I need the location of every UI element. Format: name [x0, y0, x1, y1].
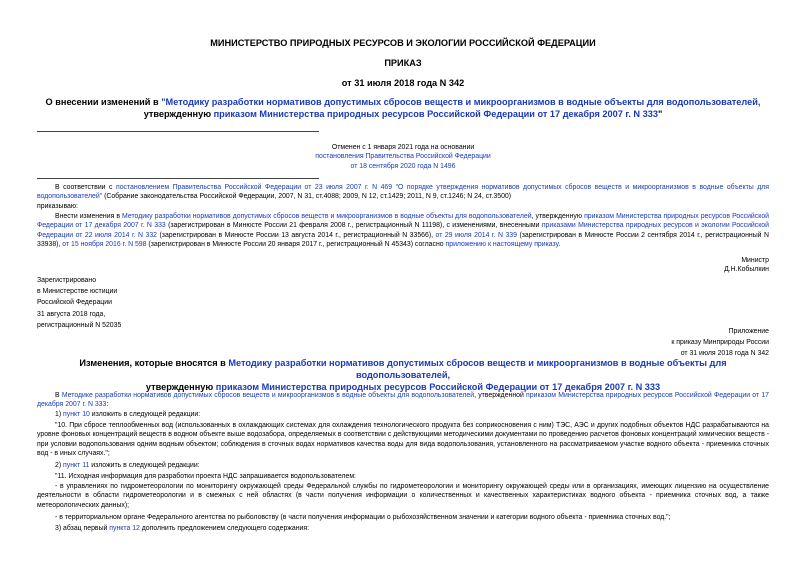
ministry-heading: МИНИСТЕРСТВО ПРИРОДНЫХ РЕСУРСОВ И ЭКОЛОГИИ РОССИЙСКОЙ ФЕДЕРАЦИИ: [210, 38, 596, 48]
doc-title: О внесении изменений в "Методику разработки нормативов допустимых сбросов веществ и микроорганизмов в водные объекты для водопользователей, утвержденную приказом Министерства природных ресурсов Российской Федерации от 17 декабря 2007 г. N 333": [45, 97, 761, 119]
item-1: 1) пункт 10 изложить в следующей редакции:: [55, 411, 201, 418]
preamble-paragraph: В соответствии с постановлением Правительства Российской Федерации от 23 июля 2007 г. N 469 "О порядке утверждения нормативов допустимых сбросов веществ и микроорганизмов в водные объекты для водопользователей" (Собрание законодательства Российской Федерации, 2007, N 31, ст.4088; 2009, N 12, ст.1429; 2011, N 9, ст.1246; N 24, ст.3500): [37, 184, 769, 201]
item-2: 2) пункт 11 изложить в следующей редакции:: [55, 462, 200, 469]
clause-11-item-b: - в территориальном органе Федерального агентства по рыболовству (в части получения информации о рыбохозяйственном значении и категории водного объекта - приемника сточных вод.";: [55, 514, 671, 521]
status-note: Отменен с 1 января 2021 года на основании постановления Правительства Российской Федерации от 18 сентября 2020 года N 1496: [37, 143, 769, 171]
clause-11-link[interactable]: пункт 11: [63, 462, 90, 469]
title-order-333-link[interactable]: приказом Министерства природных ресурсов Российской Федерации от 17 декабря 2007 г. N 333: [213, 109, 658, 119]
orders-332-link[interactable]: приказами Министерства природных ресурсов и экологии Российской Федерации от 22 июля 2014 г. N 332: [37, 222, 769, 239]
changes-methodology-link[interactable]: Методику разработки нормативов допустимых сбросов веществ и микроорганизмов в водные объекты для водопользователей,: [228, 358, 727, 380]
clause-11-item-a: - в управлениях по гидрометеорологии по мониторингу окружающей среды Федеральной службы по гидрометеорологии и мониторингу окружающей среды или в организациях, имеющих лицензию на осуществление деятельности в области гидрометеорологии и в смежных с ней областях (в части получения информации о количественных и качественных характеристиках водного объекта - приемника сточных вод, а также метеорологических данных);: [37, 483, 769, 509]
signature-name: Д.Н.Кобылкин: [724, 266, 769, 274]
changes-title: Изменения, которые вносятся в Методику разработки нормативов допустимых сбросов веществ и микроорганизмов в водные объекты для водопользователей, утвержденную приказом Министерства природных ресурсов Российской Федерации от 17 декабря 2007 г. N 333: [79, 358, 727, 392]
registration-block: Зарегистрировано в Министерстве юстиции Российской Федерации 31 августа 2018 года, регистрационный N 52035: [37, 277, 122, 329]
divider: [37, 131, 319, 132]
doc-date-number: от 31 июля 2018 года N 342: [341, 78, 465, 88]
amend-paragraph: Внести изменения в Методику разработки нормативов допустимых сбросов веществ и микроорганизмов в водные объекты для водопользователей, утвержденную приказом Министерства природных ресурсов Российской Федерации от 17 декабря 2007 г. N 333 (зарегистрирован в Минюсте России 21 февраля 2008 г., регистрационный N 11198), с изменениями, внесенными приказами Министерства природных ресурсов и экологии Российской Федерации от 22 июля 2014 г. N 332 (зарегистрирован в Минюсте России 13 августа 2014 г., регистрационный N 33566), от 29 июля 2014 г. N 339 (зарегистрирован в Минюсте России 2 сентября 2014 г., регистрационный N 33938), от 15 ноября 2016 г. N 598 (зарегистрирован в Минюсте России 20 января 2017 г., регистрационный N 45343) согласно приложению к настоящему приказу.: [37, 213, 769, 249]
resolution-469-link[interactable]: постановлением Правительства Российской Федерации от 23 июля 2007 г. N 469 "О порядке утверждения нормативов допустимых сбросов веществ и микроорганизмов в водные объекты для водопользователей": [37, 184, 769, 201]
status-resolution-date-link[interactable]: от 18 сентября 2020 года N 1496: [350, 162, 456, 170]
order-word: приказываю:: [37, 203, 78, 210]
signature-block: [724, 256, 769, 275]
changes-order-333-link[interactable]: приказом Министерства природных ресурсов Российской Федерации от 17 декабря 2007 г. N 333: [215, 382, 661, 392]
changes-intro: В Методике разработки нормативов допустимых сбросов веществ и микроорганизмов в водные объекты для водопользователей, утвержденной приказом Министерства природных ресурсов Российской Федерации от 17 декабря 2007 г. N 333:: [37, 392, 769, 409]
intro-methodology-link[interactable]: Методике разработки нормативов допустимых сбросов веществ и микроорганизмов в водные объекты для водопользователей: [61, 392, 475, 399]
clause-10-text: "10. При сбросе теплообменных вод (использованных в охлаждающих системах для охлаждения технологического продукта без соприкосновения с ним) ТЭС, АЭС и других подобных объектов НДС разрабатываются на уровне фоновых концентраций веществ в водном объекте выше водозабора, определяемых в соответствии с действующими методическими документами по проведению расчетов фоновых концентраций химических веществ - при условии водопользования одним водным объектом; соблюдения в сточных водах нормативов качества воды для вида водопользования, установленного на рассматриваемом участке водного объекта - приемника сточных вод - в иных случаях.";: [37, 422, 769, 458]
signature-role: Министр: [741, 257, 769, 264]
doc-type-heading: ПРИКАЗ: [384, 58, 422, 68]
appendix-link[interactable]: приложению к настоящему приказу: [445, 241, 559, 249]
divider: [37, 178, 319, 179]
title-methodology-link[interactable]: "Методику разработки нормативов допустимых сбросов веществ и микроорганизмов в водные объекты для водопользователей,: [161, 97, 761, 107]
clause-10-link[interactable]: пункт 10: [63, 411, 90, 418]
order-598-link[interactable]: от 15 ноября 2016 г. N 598: [62, 241, 147, 249]
clause-12-link[interactable]: пункта 12: [109, 525, 140, 532]
order-339-link[interactable]: от 29 июля 2014 г. N 339: [435, 231, 517, 239]
order-333-link[interactable]: приказом Министерства природных ресурсов Российской Федерации от 17 декабря 2007 г. N 333: [37, 213, 769, 230]
status-resolution-link[interactable]: постановления Правительства Российской Федерации: [315, 153, 491, 161]
clause-11-text: "11. Исходная информация для разработки проекта НДС запрашивается водопользователем:: [55, 473, 356, 480]
intro-order-333-link[interactable]: приказом Министерства природных ресурсов Российской Федерации от 17 декабря 2007 г. N 333: [37, 392, 769, 409]
methodology-link[interactable]: Методику разработки нормативов допустимых сбросов веществ и микроорганизмов в водные объекты для водопользователей: [122, 213, 532, 220]
item-3: 3) абзац первый пункта 12 дополнить предложением следующего содержания:: [55, 525, 310, 532]
appendix-reference: Приложение к приказу Минприроды России от 31 июля 2018 года N 342: [671, 328, 769, 357]
